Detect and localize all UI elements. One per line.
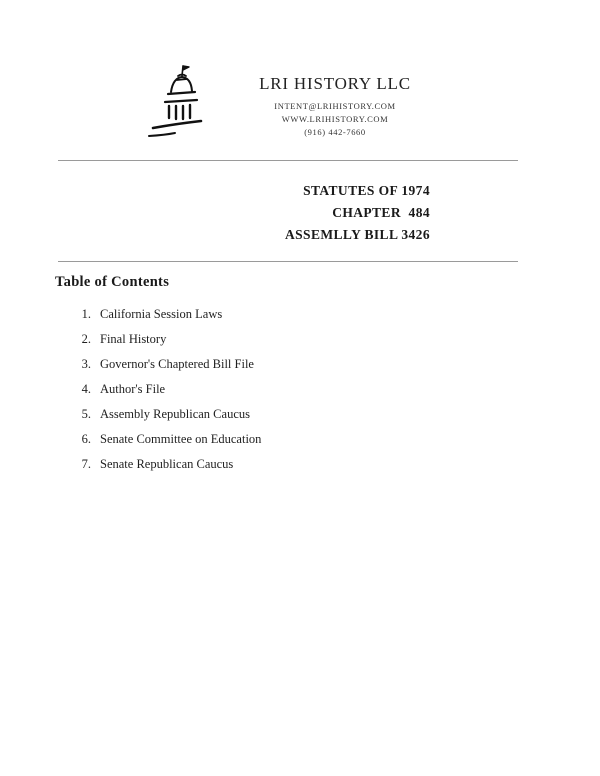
toc-item-number: 7. xyxy=(81,457,91,471)
toc-item-number: 3. xyxy=(81,357,91,371)
toc-item-label: California Session Laws xyxy=(100,307,223,321)
chapter-line: CHAPTER 484 xyxy=(332,205,430,220)
toc-item xyxy=(55,357,535,382)
toc-item-label: Final History xyxy=(100,332,167,346)
toc-title: Table of Contents xyxy=(55,274,170,290)
capitol-building-logo-icon xyxy=(145,62,215,144)
company-website: WWW.LRIHISTORY.COM xyxy=(281,114,389,124)
toc-item-number: 5. xyxy=(81,407,91,421)
toc-item xyxy=(55,457,535,482)
company-email: INTENT@LRIHISTORY.COM xyxy=(274,101,396,111)
company-name: LRI HISTORY LLC xyxy=(259,74,411,93)
toc-item xyxy=(55,432,535,457)
letterhead xyxy=(0,60,600,160)
assembly-bill-line: ASSEMLLY BILL 3426 xyxy=(284,227,430,242)
toc-item-number: 6. xyxy=(81,432,91,446)
toc-list xyxy=(55,307,535,482)
toc-item-label: Author's File xyxy=(100,382,166,396)
statutes-line: STATUTES OF 1974 xyxy=(303,183,430,198)
company-phone: (916) 442-7660 xyxy=(304,127,366,137)
toc-item xyxy=(55,332,535,357)
divider-bottom xyxy=(58,261,518,262)
toc-item-number: 1. xyxy=(81,307,91,321)
toc-item-label: Governor's Chaptered Bill File xyxy=(100,357,254,371)
divider-top xyxy=(58,160,518,161)
toc-item-label: Assembly Republican Caucus xyxy=(100,407,250,421)
table-of-contents xyxy=(55,274,535,482)
toc-item xyxy=(55,407,535,432)
toc-item-number: 4. xyxy=(81,382,91,396)
citation-block xyxy=(0,180,430,246)
toc-item-number: 2. xyxy=(81,332,91,346)
toc-item-label: Senate Committee on Education xyxy=(100,432,262,446)
letterhead-text xyxy=(215,74,455,139)
toc-item xyxy=(55,382,535,407)
toc-item-label: Senate Republican Caucus xyxy=(100,457,234,471)
toc-item xyxy=(55,307,535,332)
